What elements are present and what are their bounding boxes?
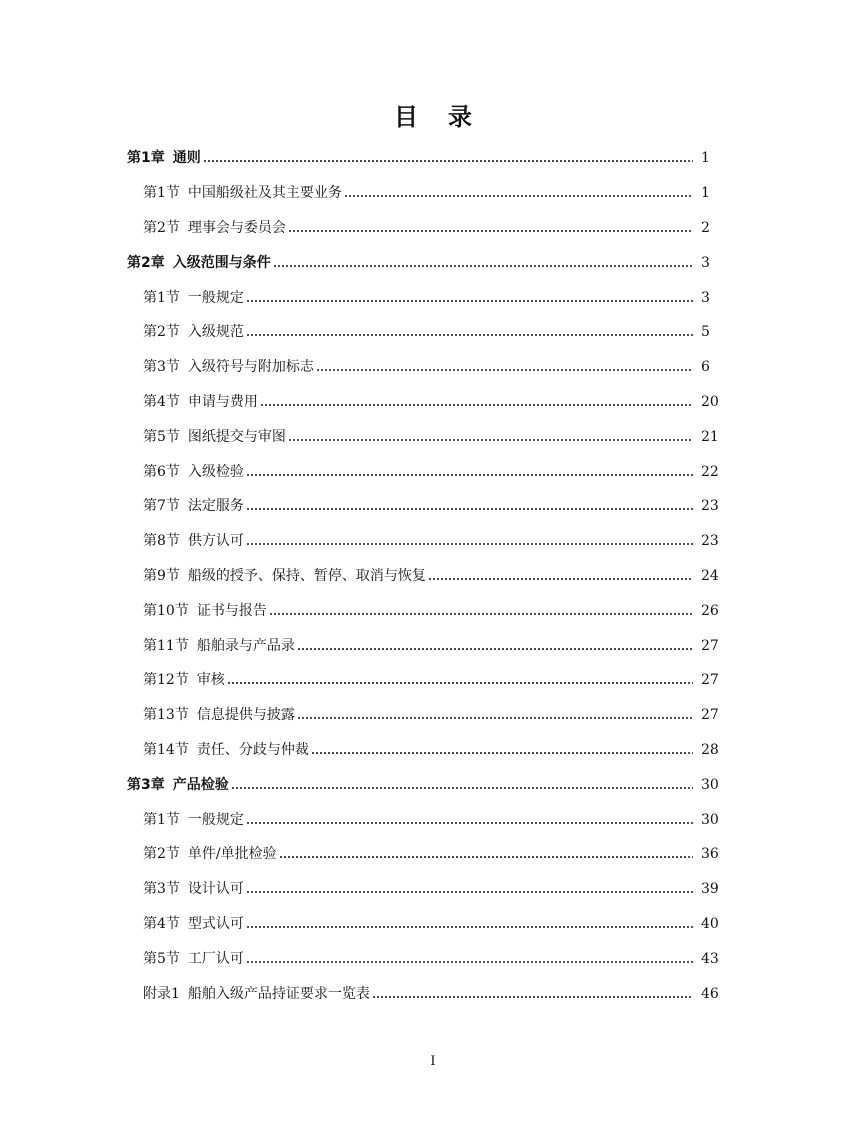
toc-section-entry[interactable]	[127, 524, 719, 559]
toc-entry-page: 2	[701, 219, 710, 236]
toc-entry-title: 型式认可	[187, 915, 244, 932]
toc-entry-number: 第1章	[127, 150, 165, 167]
toc-section-entry[interactable]	[127, 872, 719, 907]
dot-leader	[269, 612, 693, 616]
toc-section-entry[interactable]	[127, 593, 719, 628]
toc-entry-label	[143, 706, 295, 724]
toc-section-entry[interactable]	[127, 350, 719, 385]
toc-section-entry[interactable]	[127, 802, 719, 837]
dot-leader	[288, 229, 693, 233]
dot-leader	[246, 960, 693, 964]
toc-entry-page: 22	[701, 463, 719, 480]
dot-leader	[260, 403, 693, 407]
toc-entry-label	[143, 671, 225, 689]
dot-leader	[203, 159, 693, 163]
toc-entry-number: 第1节	[143, 185, 180, 202]
toc-entry-number: 第8节	[143, 533, 180, 550]
toc-entry-page: 26	[701, 602, 719, 619]
toc-entry-label	[143, 358, 314, 376]
toc-entry-label	[143, 602, 267, 620]
footer-page-number: I	[430, 1054, 436, 1069]
toc-entry-label	[127, 254, 271, 272]
dot-leader	[297, 647, 693, 651]
toc-section-entry[interactable]	[127, 733, 719, 768]
toc-entry-title: 审核	[196, 672, 225, 689]
toc-entry-page: 21	[701, 428, 719, 445]
toc-section-entry[interactable]	[127, 628, 719, 663]
toc-section-entry[interactable]	[127, 941, 719, 976]
toc-entry-title: 船级的授予、保持、暂停、取消与恢复	[187, 567, 426, 584]
toc-section-entry[interactable]	[127, 454, 719, 489]
toc-entry-number: 第4节	[143, 393, 180, 410]
toc-entry-page: 24	[701, 567, 719, 584]
dot-leader	[246, 507, 693, 511]
toc-entry-number: 第5节	[143, 428, 180, 445]
toc-entry-number: 第1节	[143, 811, 180, 828]
toc-chapter-entry[interactable]	[127, 141, 719, 176]
toc-section-entry[interactable]	[127, 489, 719, 524]
dot-leader	[246, 542, 693, 546]
toc-entry-title: 一般规定	[187, 811, 244, 828]
toc-entry-page: 36	[701, 846, 719, 863]
toc-entry-page: 27	[701, 637, 719, 654]
toc-entry-page: 23	[701, 498, 719, 515]
toc-entry-number: 第3章	[127, 776, 165, 793]
toc-entry-label	[143, 219, 286, 237]
toc-entry-page: 39	[701, 881, 719, 898]
toc-entry-label	[143, 637, 295, 655]
toc-entry-number: 第2节	[143, 846, 180, 863]
toc-entry-label	[143, 428, 286, 446]
toc-entry-title: 法定服务	[187, 498, 244, 515]
toc-entry-number: 第3节	[143, 359, 180, 376]
toc-entry-title: 责任、分歧与仲裁	[196, 741, 309, 758]
dot-leader	[273, 264, 693, 268]
toc-entry-page: 28	[701, 741, 719, 758]
toc-entry-label	[143, 184, 342, 202]
dot-leader	[246, 299, 693, 303]
toc-entry-title: 图纸提交与审图	[187, 428, 286, 445]
toc-entry-number: 第2章	[127, 254, 165, 271]
toc-entry-title: 申请与费用	[187, 393, 258, 410]
page-title: 目录	[394, 103, 502, 131]
toc-section-entry[interactable]	[127, 663, 719, 698]
toc-entry-title: 船舶入级产品持证要求一览表	[187, 985, 370, 1002]
toc-entry-label	[127, 776, 229, 794]
toc-entry-page: 6	[701, 359, 710, 376]
toc-entry-label	[143, 497, 244, 515]
toc-entry-label	[143, 880, 244, 898]
toc-entry-label	[143, 950, 244, 968]
toc-entry-title: 入级符号与附加标志	[187, 359, 314, 376]
toc-entry-number: 第9节	[143, 567, 180, 584]
toc-entry-title: 理事会与委员会	[187, 219, 286, 236]
dot-leader	[246, 333, 693, 337]
toc-entry-title: 通则	[172, 150, 201, 167]
toc-entry-label	[143, 985, 370, 1003]
toc-entry-number: 第13节	[143, 707, 189, 724]
toc-entry-title: 入级检验	[187, 463, 244, 480]
toc-entry-number: 第1节	[143, 289, 180, 306]
toc-entry-page: 23	[701, 533, 719, 550]
toc-entry-title: 供方认可	[187, 533, 244, 550]
toc-entry-page: 30	[701, 811, 719, 828]
dot-leader	[246, 821, 693, 825]
toc-entry-title: 单件/单批检验	[187, 846, 277, 863]
toc-section-entry[interactable]	[127, 176, 719, 211]
toc-entry-number: 第6节	[143, 463, 180, 480]
toc-entry-label	[143, 741, 309, 759]
toc-entry-title: 证书与报告	[196, 602, 267, 619]
toc-section-entry[interactable]	[127, 976, 719, 1011]
toc-entry-page: 27	[701, 707, 719, 724]
toc-entry-number: 第4节	[143, 915, 180, 932]
dot-leader	[344, 194, 693, 198]
dot-leader	[227, 681, 693, 685]
toc-entry-label	[143, 567, 426, 585]
toc-entry-number: 第12节	[143, 672, 189, 689]
dot-leader	[316, 368, 693, 372]
toc-section-entry[interactable]	[127, 211, 719, 246]
toc-entry-title: 信息提供与披露	[196, 707, 295, 724]
toc-entry-page: 20	[701, 393, 719, 410]
toc-entry-title: 中国船级社及其主要业务	[187, 185, 342, 202]
toc-entry-page: 46	[701, 985, 719, 1002]
toc-entry-title: 设计认可	[187, 881, 244, 898]
toc-section-entry[interactable]	[127, 907, 719, 942]
toc-entry-title: 产品检验	[172, 776, 229, 793]
dot-leader	[311, 751, 693, 755]
toc-entry-label	[143, 915, 244, 933]
dot-leader	[246, 890, 693, 894]
dot-leader	[246, 473, 693, 477]
table-of-contents	[127, 141, 719, 1011]
toc-entry-label	[143, 393, 258, 411]
toc-entry-number: 第11节	[143, 637, 189, 654]
toc-entry-label	[143, 845, 277, 863]
toc-entry-number: 第5节	[143, 950, 180, 967]
toc-entry-page: 43	[701, 950, 719, 967]
toc-entry-page: 1	[701, 185, 710, 202]
toc-section-entry[interactable]	[127, 559, 719, 594]
dot-leader	[372, 995, 693, 999]
toc-entry-number: 第7节	[143, 498, 180, 515]
toc-chapter-entry[interactable]	[127, 767, 719, 802]
dot-leader	[246, 925, 693, 929]
toc-entry-label	[143, 532, 244, 550]
toc-section-entry[interactable]	[127, 837, 719, 872]
toc-entry-number: 附录1	[143, 985, 180, 1002]
toc-section-entry[interactable]	[127, 280, 719, 315]
toc-entry-number: 第14节	[143, 741, 189, 758]
dot-leader	[428, 577, 693, 581]
dot-leader	[279, 855, 693, 859]
toc-entry-title: 工厂认可	[187, 950, 244, 967]
toc-entry-number: 第2节	[143, 219, 180, 236]
toc-section-entry[interactable]	[127, 385, 719, 420]
toc-entry-label	[143, 463, 244, 481]
dot-leader	[288, 438, 693, 442]
toc-entry-page: 27	[701, 672, 719, 689]
toc-entry-title: 一般规定	[187, 289, 244, 306]
toc-entry-label	[143, 323, 244, 341]
toc-entry-page: 40	[701, 915, 719, 932]
toc-section-entry[interactable]	[127, 698, 719, 733]
toc-entry-number: 第10节	[143, 602, 189, 619]
toc-entry-label	[143, 289, 244, 307]
toc-entry-number: 第2节	[143, 324, 180, 341]
toc-entry-page: 3	[701, 289, 710, 306]
toc-entry-title: 船舶录与产品录	[196, 637, 295, 654]
toc-entry-label	[143, 811, 244, 829]
toc-entry-page: 30	[701, 776, 719, 793]
toc-entry-page: 1	[701, 150, 710, 167]
toc-section-entry[interactable]	[127, 419, 719, 454]
toc-entry-title: 入级范围与条件	[172, 254, 271, 271]
toc-section-entry[interactable]	[127, 315, 719, 350]
toc-entry-title: 入级规范	[187, 324, 244, 341]
toc-entry-number: 第3节	[143, 881, 180, 898]
dot-leader	[297, 716, 693, 720]
toc-chapter-entry[interactable]	[127, 245, 719, 280]
toc-entry-page: 5	[701, 324, 710, 341]
dot-leader	[231, 786, 693, 790]
toc-entry-label	[127, 149, 201, 167]
toc-entry-page: 3	[701, 254, 710, 271]
